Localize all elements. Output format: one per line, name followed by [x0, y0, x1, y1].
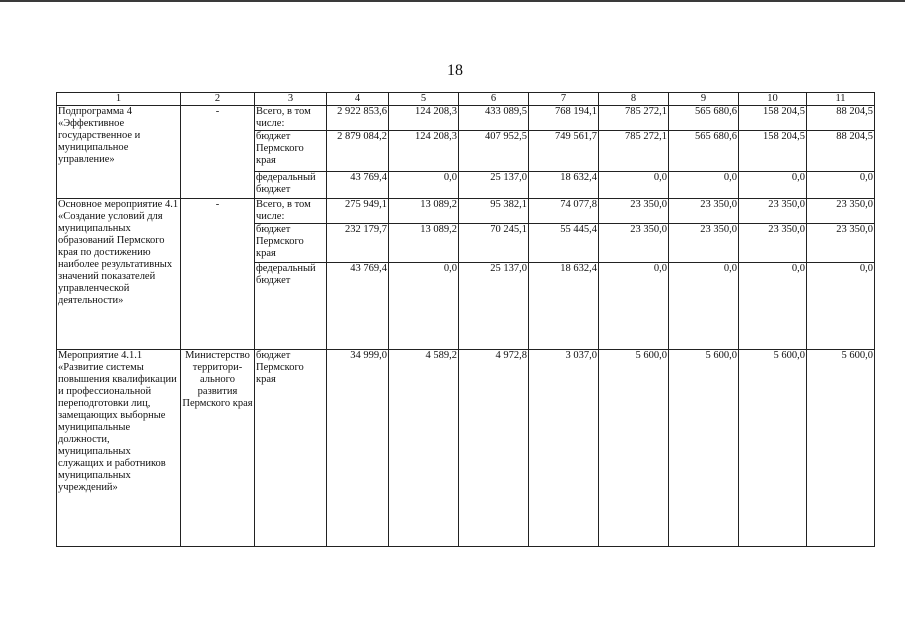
header-row — [57, 93, 875, 106]
value-cell: 0,0 — [669, 172, 739, 199]
value-cell: 0,0 — [669, 263, 739, 350]
value-cell: 0,0 — [599, 263, 669, 350]
header-cell: 3 — [255, 93, 327, 106]
value-cell: 0,0 — [807, 263, 875, 350]
budget-table — [56, 92, 875, 547]
funding-source-cell: бюджет Пермского края — [255, 131, 327, 172]
table-row — [57, 350, 875, 547]
value-cell: 0,0 — [389, 263, 459, 350]
value-cell: 0,0 — [389, 172, 459, 199]
header-cell: 9 — [669, 93, 739, 106]
table-row — [57, 106, 875, 131]
value-cell: 34 999,0 — [327, 350, 389, 547]
header-cell: 5 — [389, 93, 459, 106]
value-cell: 5 600,0 — [807, 350, 875, 547]
value-cell: 23 350,0 — [599, 199, 669, 224]
funding-source-cell: федеральный бюджет — [255, 263, 327, 350]
value-cell: 124 208,3 — [389, 106, 459, 131]
header-cell: 10 — [739, 93, 807, 106]
value-cell: 25 137,0 — [459, 263, 529, 350]
header-cell: 11 — [807, 93, 875, 106]
value-cell: 749 561,7 — [529, 131, 599, 172]
value-cell: 23 350,0 — [599, 224, 669, 263]
value-cell: 88 204,5 — [807, 131, 875, 172]
value-cell: 43 769,4 — [327, 172, 389, 199]
funding-source-cell: бюджет Пермского края — [255, 224, 327, 263]
value-cell: 23 350,0 — [739, 199, 807, 224]
header-cell: 1 — [57, 93, 181, 106]
value-cell: 2 879 084,2 — [327, 131, 389, 172]
funding-source-cell: бюджет Пермского края — [255, 350, 327, 547]
value-cell: 124 208,3 — [389, 131, 459, 172]
program-name-cell: Мероприятие 4.1.1 «Развитие системы повышения квалификации и профессиональной переподготовки лиц, замещающих выборные муниципальные должности, муниципальных служащих и работников муниципальных учреждений» — [57, 350, 181, 547]
value-cell: 785 272,1 — [599, 131, 669, 172]
value-cell: 3 037,0 — [529, 350, 599, 547]
header-cell: 7 — [529, 93, 599, 106]
value-cell: 13 089,2 — [389, 199, 459, 224]
funding-source-cell: Всего, в том числе: — [255, 106, 327, 131]
executor-cell: - — [181, 106, 255, 199]
value-cell: 4 589,2 — [389, 350, 459, 547]
funding-source-cell: Всего, в том числе: — [255, 199, 327, 224]
value-cell: 565 680,6 — [669, 106, 739, 131]
value-cell: 768 194,1 — [529, 106, 599, 131]
top-border-line — [0, 0, 905, 2]
table-row — [57, 199, 875, 224]
value-cell: 433 089,5 — [459, 106, 529, 131]
executor-cell: - — [181, 199, 255, 350]
value-cell: 23 350,0 — [739, 224, 807, 263]
value-cell: 407 952,5 — [459, 131, 529, 172]
value-cell: 43 769,4 — [327, 263, 389, 350]
value-cell: 55 445,4 — [529, 224, 599, 263]
value-cell: 13 089,2 — [389, 224, 459, 263]
value-cell: 158 204,5 — [739, 131, 807, 172]
value-cell: 74 077,8 — [529, 199, 599, 224]
value-cell: 232 179,7 — [327, 224, 389, 263]
value-cell: 785 272,1 — [599, 106, 669, 131]
value-cell: 25 137,0 — [459, 172, 529, 199]
value-cell: 23 350,0 — [669, 224, 739, 263]
value-cell: 2 922 853,6 — [327, 106, 389, 131]
value-cell: 23 350,0 — [807, 224, 875, 263]
value-cell: 88 204,5 — [807, 106, 875, 131]
value-cell: 70 245,1 — [459, 224, 529, 263]
value-cell: 18 632,4 — [529, 263, 599, 350]
value-cell: 0,0 — [739, 263, 807, 350]
value-cell: 0,0 — [807, 172, 875, 199]
value-cell: 5 600,0 — [739, 350, 807, 547]
value-cell: 4 972,8 — [459, 350, 529, 547]
program-name-cell: Основное мероприятие 4.1 «Создание условий для муниципальных образований Пермского края по достижению наиболее результативных значений показателей управленческой деятельности» — [57, 199, 181, 350]
program-name-cell: Подпрограмма 4 «Эффективное государственное и муниципальное управление» — [57, 106, 181, 199]
funding-source-cell: федеральный бюджет — [255, 172, 327, 199]
executor-cell: Министерство территори-ального развития Пермского края — [181, 350, 255, 547]
value-cell: 158 204,5 — [739, 106, 807, 131]
page-number: 18 — [447, 62, 463, 79]
value-cell: 565 680,6 — [669, 131, 739, 172]
header-cell: 2 — [181, 93, 255, 106]
value-cell: 5 600,0 — [669, 350, 739, 547]
header-cell: 6 — [459, 93, 529, 106]
value-cell: 0,0 — [739, 172, 807, 199]
header-cell: 8 — [599, 93, 669, 106]
value-cell: 5 600,0 — [599, 350, 669, 547]
value-cell: 95 382,1 — [459, 199, 529, 224]
value-cell: 0,0 — [599, 172, 669, 199]
value-cell: 23 350,0 — [669, 199, 739, 224]
value-cell: 275 949,1 — [327, 199, 389, 224]
value-cell: 23 350,0 — [807, 199, 875, 224]
value-cell: 18 632,4 — [529, 172, 599, 199]
header-cell: 4 — [327, 93, 389, 106]
